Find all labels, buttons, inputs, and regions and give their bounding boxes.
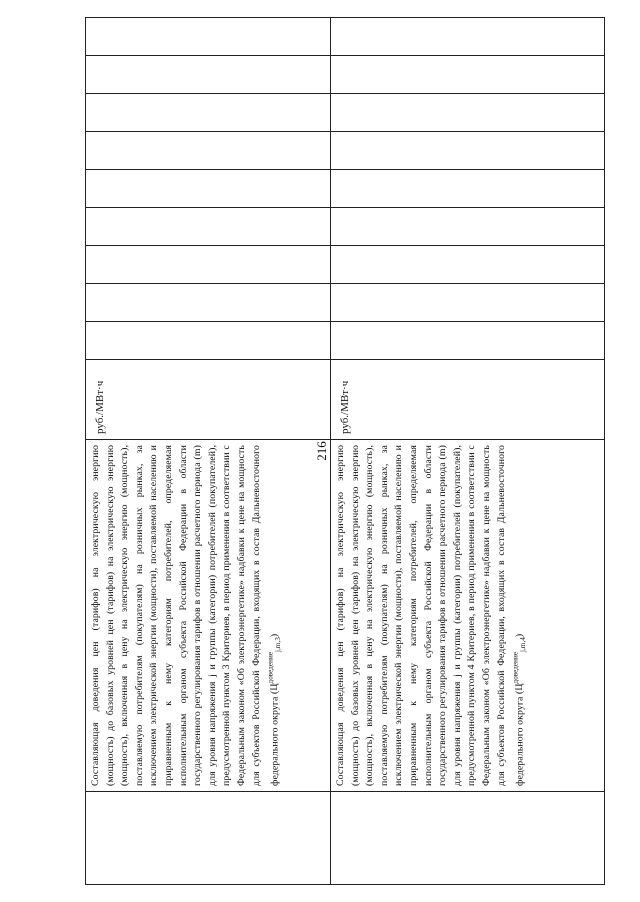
page-number: 216 — [314, 441, 329, 461]
value-cell — [86, 322, 331, 360]
description-cell — [86, 440, 331, 792]
value-cell — [331, 132, 605, 170]
value-cell — [86, 56, 331, 94]
value-cell — [86, 246, 331, 284]
unit-text: руб./МВт·ч — [94, 380, 106, 434]
tariff-table — [85, 17, 605, 885]
description-text: Составляющая доведения цен (тарифов) на электрическую энергию (мощность) до базовых уровней цен (тарифов) на электрическую энергию (мощность), включенная в цену на электрическую энергию (мощность), поставляемую потребителям (покупателям) на розничных рынках, за исключением электрической энергии (мощности), поставляемой населению и приравненным к нему категориям потребителей, определяемая исполнительным органом субъекта Российской Федерации в области государственного регулирования тарифов в отношении расчетного периода (m) для уровня напряжения j и группы (категории) потребителей (покупателей), предусмотренной пунктом 3 Критериев, в период применения в соответствии с Федеральным законом «Об электроэнергетике» надбавки к цене на мощность для субъектов Российской Федерации, входящих в состав Дальневосточного федерального округа — [90, 445, 281, 786]
value-cell — [331, 94, 605, 132]
value-cell — [331, 170, 605, 208]
row-number-cell — [331, 792, 605, 885]
value-cell — [86, 284, 331, 322]
value-cell — [331, 18, 605, 56]
value-cell — [331, 322, 605, 360]
value-cell — [331, 284, 605, 322]
unit-cell — [331, 360, 605, 440]
row-number-cell — [86, 792, 331, 885]
value-cell — [86, 132, 331, 170]
description-cell — [331, 440, 605, 792]
description-text: Составляющая доведения цен (тарифов) на электрическую энергию (мощность) до базовых уровней цен (тарифов) на электрическую энергию (мощность), включенная в цену на электрическую энергию (мощность), поставляемую потребителям (покупателям) на розничных рынках, за исключением электрической энергии (мощности), поставляемой населению и приравненным к нему категориям потребителей, определяемая исполнительным органом субъекта Российской Федерации в области государственного регулирования тарифов в отношении расчетного периода (m) для уровня напряжения j и группы (категории) потребителей (покупателей), предусмотренной пунктом 4 Критериев, в период применения в соответствии с Федеральным законом «Об электроэнергетике» надбавки к цене на мощность для субъектов Российской Федерации, входящих в состав Дальневосточного федерального округа — [335, 445, 526, 786]
value-cell — [86, 170, 331, 208]
value-cell — [331, 56, 605, 94]
value-cell — [331, 246, 605, 284]
value-cell — [86, 94, 331, 132]
value-cell — [331, 208, 605, 246]
value-cell — [86, 18, 331, 56]
rotated-table-container — [85, 55, 605, 885]
table-row — [331, 18, 605, 885]
formula-symbol: $(Ц^{доведение}_{j,m,3})$ — [267, 633, 283, 695]
unit-cell — [86, 360, 331, 440]
unit-text: руб./МВт·ч — [339, 380, 351, 434]
formula-symbol: $(Ц^{доведение}_{j,m,4})$ — [512, 633, 528, 695]
table-row — [86, 18, 331, 885]
value-cell — [86, 208, 331, 246]
